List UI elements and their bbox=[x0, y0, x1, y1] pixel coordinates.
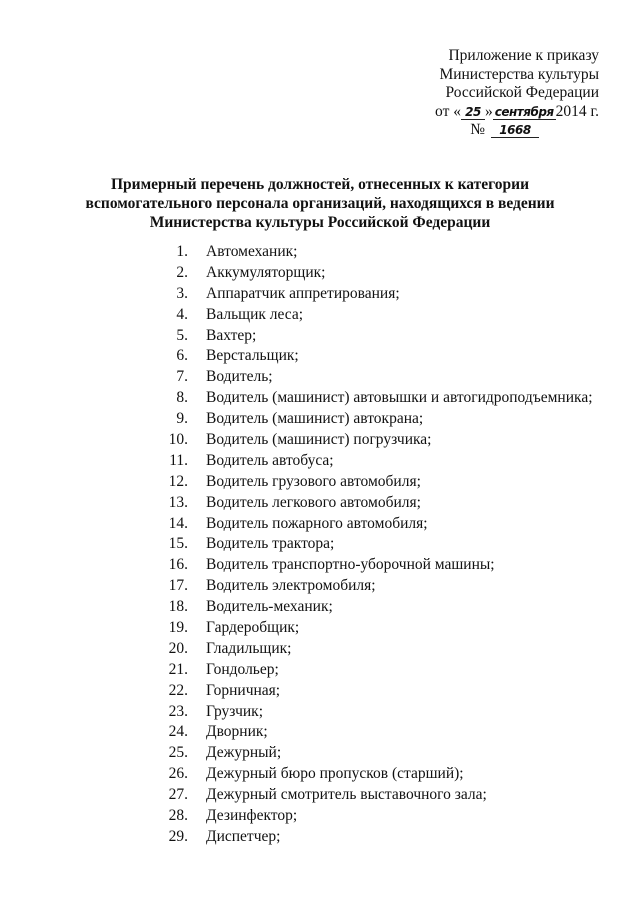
list-item-number: 3. bbox=[176, 284, 188, 302]
list-item-number: 13. bbox=[168, 493, 188, 511]
list-item-number: 18. bbox=[168, 598, 188, 616]
list-item-number: 9. bbox=[176, 410, 188, 428]
list-item-text: Водитель-механик; bbox=[206, 598, 333, 616]
list-item-text: Водитель (машинист) погрузчика; bbox=[206, 431, 432, 449]
list-item-number: 26. bbox=[168, 765, 188, 783]
list-item-text: Аккумуляторщик; bbox=[206, 263, 326, 281]
list-item-text: Водитель электромобиля; bbox=[206, 577, 376, 595]
list-item-text: Водитель автобуса; bbox=[206, 451, 334, 469]
list-item-number: 22. bbox=[168, 681, 188, 699]
list-item-text: Водитель; bbox=[206, 368, 273, 386]
list-item-text: Водитель легкового автомобиля; bbox=[206, 493, 421, 511]
list-item-text: Диспетчер; bbox=[206, 827, 281, 845]
list-item-text: Водитель трактора; bbox=[206, 535, 335, 553]
list-item-text: Верстальщик; bbox=[206, 347, 299, 365]
list-item-text: Вахтер; bbox=[206, 326, 257, 344]
date-prefix: от « bbox=[435, 102, 461, 120]
list-item-number: 15. bbox=[168, 535, 188, 553]
date-close-quote: » bbox=[485, 102, 493, 120]
list-item-number: 21. bbox=[168, 660, 188, 678]
appendix-header bbox=[435, 47, 599, 140]
list-item-text: Гладильщик; bbox=[206, 639, 292, 657]
list-item-text: Гондольер; bbox=[206, 660, 279, 678]
list-item-number: 8. bbox=[176, 389, 188, 407]
list-item-text: Водитель грузового автомобиля; bbox=[206, 472, 421, 490]
list-item-number: 6. bbox=[176, 347, 188, 365]
list-item-number: 16. bbox=[168, 556, 188, 574]
list-item-text: Дезинфектор; bbox=[206, 807, 298, 825]
appendix-line-3: Российской Федерации bbox=[445, 84, 599, 101]
list-item-number: 17. bbox=[168, 577, 188, 595]
list-item-text: Вальщик леса; bbox=[206, 305, 304, 323]
list-item-number: 28. bbox=[168, 807, 188, 825]
date-year: 2014 г. bbox=[555, 102, 599, 120]
title-line-1: Примерный перечень должностей, отнесенных к категории bbox=[110, 176, 530, 193]
appendix-line-2: Министерства культуры bbox=[439, 65, 599, 83]
appendix-date-line bbox=[435, 103, 599, 122]
date-month-handwritten: сентября bbox=[494, 104, 554, 119]
list-item-text: Дежурный смотритель выставочного зала; bbox=[206, 786, 487, 804]
list-item-text: Аппаратчик аппретирования; bbox=[206, 284, 400, 302]
list-item-text: Водитель (машинист) автокрана; bbox=[206, 410, 424, 428]
document-title bbox=[0, 175, 640, 232]
list-item-text: Водитель транспортно-уборочной машины; bbox=[206, 556, 495, 574]
list-item-number: 4. bbox=[176, 305, 188, 323]
number-handwritten: 1668 bbox=[491, 124, 539, 138]
list-item-number: 11. bbox=[169, 451, 188, 469]
list-item-text: Дежурный бюро пропусков (старший); bbox=[206, 765, 464, 783]
list-item-number: 7. bbox=[176, 368, 188, 386]
list-item-number: 14. bbox=[168, 514, 188, 532]
list-item-number: 1. bbox=[176, 243, 188, 260]
list-item-text: Водитель (машинист) автовышки и автогидроподъемника; bbox=[206, 389, 593, 407]
title-line-3: Министерства культуры Российской Федерации bbox=[149, 214, 491, 231]
appendix-number-line bbox=[435, 121, 599, 140]
list-item-number: 2. bbox=[176, 263, 188, 281]
list-item-number: 12. bbox=[168, 472, 188, 490]
list-item-number: 25. bbox=[168, 744, 188, 762]
list-item-number: 19. bbox=[168, 619, 188, 637]
list-item-number: 10. bbox=[168, 431, 188, 449]
list-item-text: Автомеханик; bbox=[206, 243, 298, 260]
list-item-number: 24. bbox=[168, 723, 188, 741]
list-item-number: 23. bbox=[168, 702, 188, 720]
list-item-number: 29. bbox=[168, 827, 188, 845]
list-item-number: 20. bbox=[168, 639, 188, 657]
title-line-2: вспомогательного персонала организаций, находящихся в ведении bbox=[85, 195, 555, 212]
list-item-text: Горничная; bbox=[206, 681, 281, 699]
list-item-text: Водитель пожарного автомобиля; bbox=[206, 514, 428, 532]
list-item-text: Дежурный; bbox=[206, 744, 282, 762]
list-item-number: 5. bbox=[176, 326, 188, 344]
list-item-text: Гардеробщик; bbox=[206, 619, 300, 637]
number-label: № bbox=[470, 121, 485, 138]
list-item-number: 27. bbox=[168, 786, 188, 804]
list-item-text: Дворник; bbox=[206, 723, 268, 741]
date-day-handwritten: 25 bbox=[461, 106, 485, 120]
appendix-line-1: Приложение к приказу bbox=[448, 47, 599, 64]
list-item-text: Грузчик; bbox=[206, 702, 264, 720]
